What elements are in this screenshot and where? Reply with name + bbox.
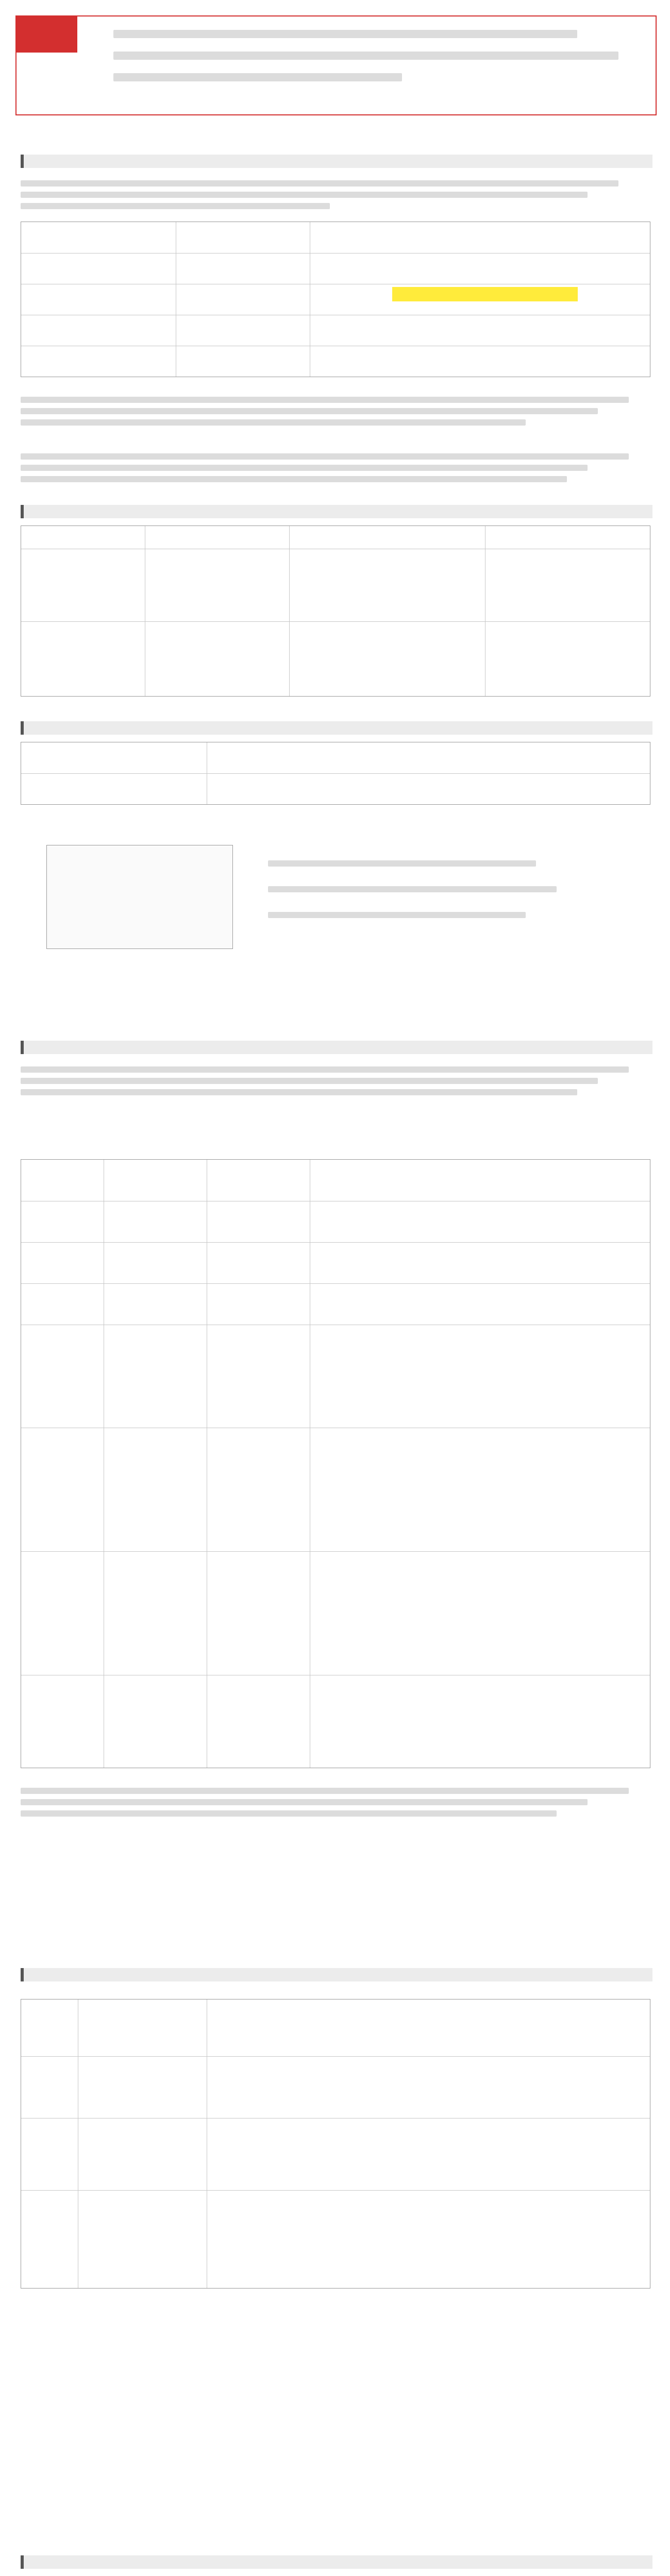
text-placeholder — [21, 192, 588, 198]
text-placeholder — [21, 1788, 629, 1794]
banner-text-placeholder — [113, 73, 402, 81]
text-placeholder — [268, 860, 536, 867]
table — [21, 1159, 650, 1768]
text-placeholder — [268, 912, 526, 918]
section-header-bar — [21, 2555, 652, 2569]
table — [21, 222, 650, 377]
text-placeholder — [21, 1078, 598, 1084]
table — [21, 1999, 650, 2289]
text-placeholder — [21, 408, 598, 414]
section-header-bar — [21, 505, 652, 518]
text-placeholder — [21, 203, 330, 209]
text-placeholder — [21, 476, 567, 482]
label-illustration — [46, 845, 233, 949]
section-header-bar — [21, 721, 652, 735]
section-header-bar — [21, 155, 652, 168]
text-placeholder — [21, 1089, 577, 1095]
banner-text-placeholder — [113, 30, 577, 38]
text-placeholder — [21, 453, 629, 460]
text-placeholder — [21, 180, 618, 187]
text-placeholder — [21, 465, 588, 471]
text-placeholder — [268, 886, 557, 892]
text-placeholder — [21, 419, 526, 426]
table — [21, 742, 650, 805]
text-placeholder — [21, 397, 629, 403]
notice-tag — [15, 15, 77, 53]
text-placeholder — [21, 1810, 557, 1817]
banner-text-placeholder — [113, 52, 618, 60]
section-header-bar — [21, 1968, 652, 1981]
text-placeholder — [21, 1066, 629, 1073]
section-header-bar — [21, 1041, 652, 1054]
highlight — [392, 287, 578, 301]
table — [21, 526, 650, 697]
text-placeholder — [21, 1799, 588, 1805]
